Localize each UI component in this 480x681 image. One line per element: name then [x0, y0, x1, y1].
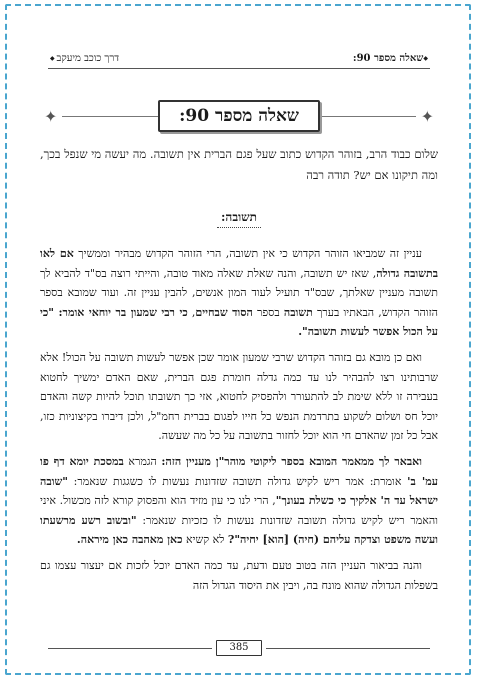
- paragraph-text: , שאז יש תשובה, והנה שאלת שאלה מאוד טובה, והייתי רוצה בס"ד להביא לך תשובה מעניין שאלתך, שבס"ד תועיל לעוד המון אנשים, להבין עניין זה. ועוד שמובא בספר הזוהר הקדוש, הבאתיו בערך: [40, 266, 439, 319]
- page-number: 385: [216, 640, 262, 656]
- paragraph-text: בספר: [252, 305, 284, 319]
- running-header-book-title: דרך כוכב מיעקב ◆: [50, 53, 119, 64]
- answer-paragraph: [40, 452, 438, 550]
- answer-heading: [40, 206, 438, 228]
- book-page: [40, 30, 438, 660]
- footer-rule-right: [266, 648, 430, 649]
- paragraph-text: אומרת: אמר ריש לקיש גדולה תשובה שזדונות נעשות לו כשגגות שנאמר:: [67, 474, 408, 488]
- emphasized-text: ואבאר לך ממאמר המובא בספר ליקוטי מוהר"ן מעניין הזה:: [161, 454, 422, 468]
- emphasized-text: כי רבי שמעון בר יוחאי אומר: "כי על הכול אפשר לעשות תשובה".: [40, 305, 438, 339]
- paragraph-text: עניין זה שמביאו הזוהר הקדוש כי אין תשובה, הרי הזוהר הקדוש מבהיר וממשיך: [73, 247, 422, 260]
- ornament-right-icon: ✦: [420, 107, 434, 126]
- title-rule-right: [320, 116, 416, 117]
- emphasized-text: "שובה ישראל עד ה' אלקיך כי כשלת בעונך": [40, 474, 439, 508]
- ornament-left-icon: ✦: [44, 107, 58, 126]
- emphasized-text: במסכת יומא דף פו עמ' ב': [40, 454, 438, 488]
- running-header-section: ◆ שאלה מספר 90:: [353, 53, 428, 64]
- emphasized-text: הסוד שבחיים: [195, 305, 253, 319]
- paragraph-text: הגמרא: [123, 454, 162, 468]
- paragraph-text: ואם כן מובא גם בזוהר הקדוש שרבי שמעון אומר שכן אפשר לעשות תשובה על הכול! אלא שרבותינו רצו להבהיר לנו עד כמה גדלה חומרת פגם הברית, שאם האדם ימשיך לחטוא בעבירה זו ללא שימת לב להתעורר ולהפסיק לחטוא, אזי כך תשובתו תוכל להיות קשה והאדם יוכל חס ושלום לשקוע בתרדמת הנפש כל חייו לפגום בברית רחמ"ל, ולכן דיברו בקיצוניות כזו, אבל כל זמן שהאדם חי הוא יוכל לחזור בתשובה על כל מה שעשה.: [40, 350, 438, 443]
- running-header: [40, 50, 438, 66]
- title-rule-left: [62, 116, 158, 117]
- emphasized-text: כאן מאהבה כאן מיראה.: [76, 533, 183, 547]
- answer-paragraph: [40, 348, 438, 446]
- header-rule: [48, 68, 430, 69]
- emphasized-text: אם לאו בתשובה גדולה: [40, 247, 438, 280]
- title-banner: [40, 100, 438, 134]
- answer-heading-label: תשובה:: [217, 210, 261, 228]
- paragraph-text: לא קשיא: [182, 533, 228, 547]
- answer-body: [40, 244, 438, 601]
- paragraph-text: והנה בביאור העניין הזה בטוב טעם ודעת, עד כמה האדם יוכל לזכות אם יעצור עצמו גם בשפלות הגדולה שהוא מונח בה, ויבין את היסוד הגדול הזה: [40, 558, 438, 592]
- question-title: שאלה מספר 90:: [158, 100, 320, 132]
- emphasized-text: "ובשוב רשע מרשעתו ועשה משפט וצדקה עליהם (חיה) [הוא] יחיה"?: [40, 513, 438, 547]
- emphasized-text: תשובה: [283, 305, 313, 319]
- answer-paragraph: [40, 556, 438, 595]
- footer-rule-left: [48, 648, 212, 649]
- answer-paragraph: [40, 244, 438, 342]
- paragraph-text: , הרי לנו כי עון מזיד הוא והפסוק קורא לזה מכשול. איני והאמר ריש לקיש גדולה תשובה שזדונות נעשות לו כזכיות שנאמר:: [40, 494, 438, 527]
- paragraph-text: ,: [187, 305, 196, 319]
- question-text: שלום כבוד הרב, בזוהר הקדוש כתוב שעל פגם הברית אין תשובה. מה יעשה מי שנפל בכך, ומה תיקונו אם יש? תודה רבה: [40, 147, 438, 182]
